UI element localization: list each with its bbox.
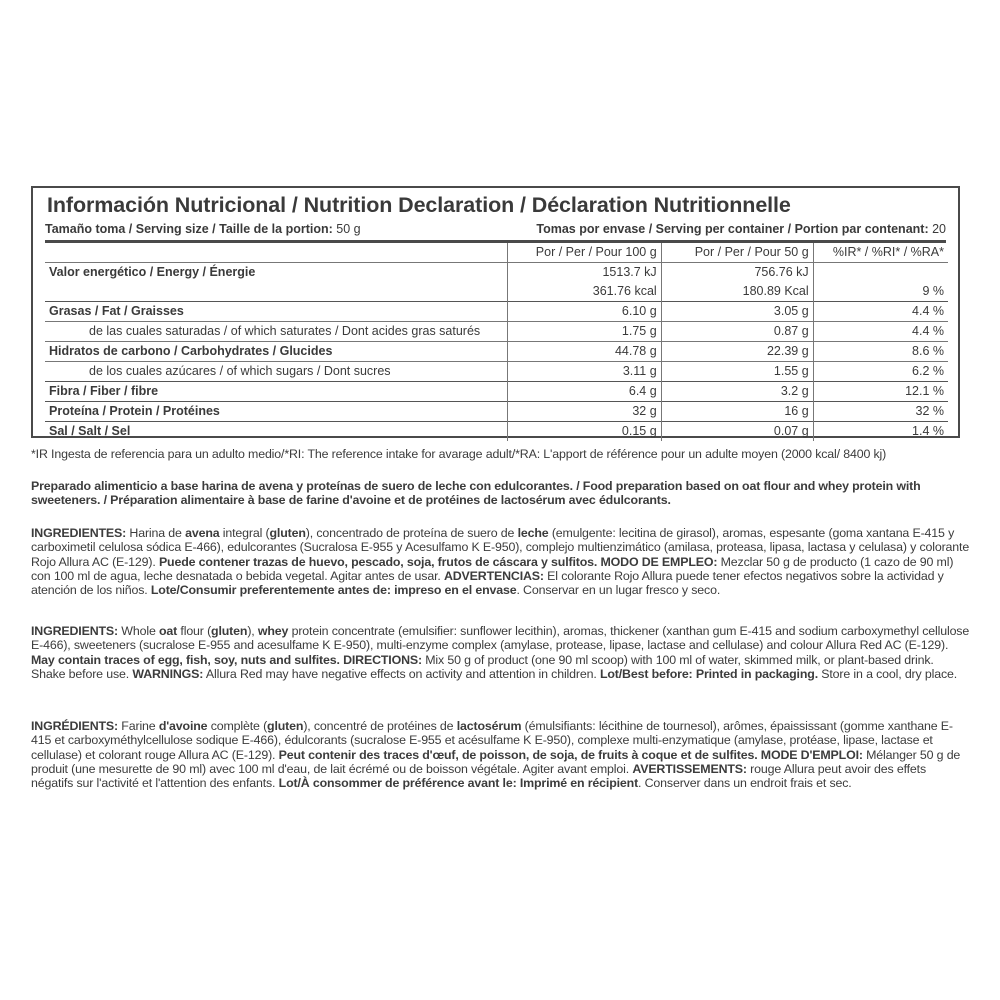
text-segment: . Conserver dans un endroit frais et sec. xyxy=(638,776,852,791)
bold-text-segment: d'avoine xyxy=(158,719,208,733)
text-segment: Farine xyxy=(118,719,159,733)
row-per50: 180.89 Kcal xyxy=(661,282,813,302)
row-label: Sal / Salt / Sel xyxy=(45,422,508,442)
row-ri xyxy=(813,263,948,283)
text-segment: ), xyxy=(247,624,258,638)
table-row xyxy=(45,282,948,302)
row-per100: 6.10 g xyxy=(508,302,661,322)
bold-text-segment: leche xyxy=(517,526,549,540)
row-label: Hidratos de carbono / Carbohydrates / Glucides xyxy=(45,342,508,362)
row-ri: 12.1 % xyxy=(813,382,948,402)
row-per100: 1.75 g xyxy=(508,322,661,342)
table-row xyxy=(45,402,948,422)
row-ri: 4.4 % xyxy=(813,302,948,322)
serving-size xyxy=(45,222,361,236)
bold-text-segment: Lote/Consumir preferentemente antes de: impreso en el envase xyxy=(150,583,517,598)
row-per50: 0.87 g xyxy=(661,322,813,342)
text-segment: Mélanger 50 g de produit (une mesurette de 90 ml) avec 100 ml d'eau, de lait écrémé ou de boisson végétale. Agiter avant emploi. xyxy=(31,747,961,776)
row-ri: 6.2 % xyxy=(813,362,948,382)
row-label: Proteína / Protein / Protéines xyxy=(45,402,508,422)
bold-text-segment: WARNINGS: xyxy=(132,666,204,681)
bold-text-segment: AVERTISSEMENTS: xyxy=(632,761,747,776)
bold-text-segment: avena xyxy=(185,526,220,540)
table-row xyxy=(45,302,948,322)
text-segment: Harina de xyxy=(126,526,186,540)
serving-size-value: 50 g xyxy=(332,222,361,236)
row-per50: 756.76 kJ xyxy=(661,263,813,283)
row-per100: 32 g xyxy=(508,402,661,422)
row-per100: 361.76 kcal xyxy=(508,282,661,302)
text-segment: Allura Red may have negative effects on activity and attention in children. xyxy=(203,666,600,681)
table-row xyxy=(45,342,948,362)
text-segment: rouge Allura peut avoir des effets négatifs sur l'activité et l'attention des enfants. xyxy=(31,761,927,791)
table-row xyxy=(45,322,948,342)
text-segment: El colorante Rojo Allura puede tener efectos negativos sobre la actividad y atención de los niños. xyxy=(31,568,944,598)
column-header-ri: %IR* / %RI* / %RA* xyxy=(813,243,948,263)
row-ri: 4.4 % xyxy=(813,322,948,342)
header-blank xyxy=(45,243,508,263)
row-per100: 3.11 g xyxy=(508,362,661,382)
text-segment: (emulgente: lecitina de girasol), aromas, espesante (goma xantana E-415 y carboximetil celulosa sódica E-466), edulcorantes (Sucralosa E-955 y Acesulfamo K E-950), complejo multienzimático (amilasa, proteasa, lipasa, lactasa y celulasa) y colorante Rojo Allura AC (E-129). xyxy=(31,526,970,569)
bold-text-segment: Peut contenir des traces d'œuf, de poisson, de soja, de fruits à coque et de sulfites. MODE D'EMPLOI: xyxy=(278,747,863,762)
text-segment: . Conservar en un lugar fresco y seco. xyxy=(516,583,721,598)
text-segment: ), concentrado de proteína de suero de xyxy=(305,526,518,540)
bold-text-segment: gluten xyxy=(211,624,248,638)
row-per100: 44.78 g xyxy=(508,342,661,362)
text-segment: Mix 50 g of product (one 90 ml scoop) with 100 ml of water, skimmed milk, or plant-based drink. Shake before use. xyxy=(31,652,934,681)
ingredients-english xyxy=(31,624,971,681)
ingredients-spanish xyxy=(31,526,971,597)
row-per50: 3.2 g xyxy=(661,382,813,402)
ingredients-french xyxy=(31,719,971,790)
table-row xyxy=(45,263,948,283)
text-segment: Whole xyxy=(118,624,159,638)
row-per100: 6.4 g xyxy=(508,382,661,402)
label-title: Información Nutricional / Nutrition Declaration / Déclaration Nutritionnelle xyxy=(47,193,791,217)
row-ri: 1.4 % xyxy=(813,422,948,442)
bold-text-segment: lactosérum xyxy=(456,719,522,733)
bold-text-segment: INGREDIENTS: xyxy=(31,624,119,638)
bold-text-segment: May contain traces of egg, fish, soy, nuts and sulfites. DIRECTIONS: xyxy=(31,652,422,667)
text-segment: protein concentrate (emulsifier: sunflower lecithin), aromas, thickener (xanthan gum E-415 and sodium carboxymethyl cellulose E-466), sweeteners (sucralose E-955 and acesulfame K E-950), multi-enzyme complex (amylase, protease, lipase, lactase and cellulase) and colour Allura Red AC (E-129). xyxy=(31,624,970,653)
bold-text-segment: oat xyxy=(158,624,178,638)
text-segment: flour ( xyxy=(177,624,212,638)
row-per100: 0.15 g xyxy=(508,422,661,442)
row-label xyxy=(45,282,508,302)
product-description: Preparado alimenticio a base harina de avena y proteínas de suero de leche con edulcorantes. / Food preparation based on oat flour and whey protein with sweeteners. / Préparation alimentaire à base de farine d'avoine et de protéines de lactosérum avec édulcorants. xyxy=(31,479,921,508)
row-per50: 0.07 g xyxy=(661,422,813,442)
row-label: Grasas / Fat / Graisses xyxy=(45,302,508,322)
serving-size-label: Tamaño toma / Serving size / Taille de la portion: xyxy=(45,222,333,236)
nutrition-table xyxy=(45,243,948,441)
serving-info xyxy=(45,222,946,239)
row-ri: 32 % xyxy=(813,402,948,422)
servings-per-label: Tomas por envase / Serving per container / Portion par contenant: xyxy=(536,222,929,236)
row-label: de las cuales saturadas / of which saturates / Dont acides gras saturés xyxy=(45,322,508,342)
bold-text-segment: whey xyxy=(257,624,289,638)
row-ri: 9 % xyxy=(813,282,948,302)
row-label: Fibra / Fiber / fibre xyxy=(45,382,508,402)
servings-per-container xyxy=(536,222,946,236)
nutrition-label xyxy=(31,186,960,438)
column-header-per50: Por / Per / Pour 50 g xyxy=(661,243,813,263)
row-label: Valor energético / Energy / Énergie xyxy=(45,263,508,283)
row-per100: 1513.7 kJ xyxy=(508,263,661,283)
bold-text-segment: gluten xyxy=(267,719,304,733)
table-row xyxy=(45,362,948,382)
table-row xyxy=(45,382,948,402)
row-per50: 22.39 g xyxy=(661,342,813,362)
reference-intake-footnote: *IR Ingesta de referencia para un adulto medio/*RI: The reference intake for avarage adult/*RA: L'apport de référence pour un adulte moyen (2000 kcal/ 8400 kj) xyxy=(31,447,887,461)
row-per50: 3.05 g xyxy=(661,302,813,322)
text-segment: integral ( xyxy=(219,526,270,540)
table-header-row xyxy=(45,243,948,263)
row-per50: 1.55 g xyxy=(661,362,813,382)
row-label: de los cuales azúcares / of which sugars / Dont sucres xyxy=(45,362,508,382)
servings-per-value: 20 xyxy=(928,222,946,236)
text-segment: Store in a cool, dry place. xyxy=(817,666,958,681)
bold-text-segment: gluten xyxy=(269,526,306,540)
bold-text-segment: ADVERTENCIAS: xyxy=(443,568,544,583)
bold-text-segment: INGREDIENTES: xyxy=(31,526,127,540)
row-per50: 16 g xyxy=(661,402,813,422)
bold-text-segment: INGRÉDIENTS: xyxy=(31,719,119,733)
bold-text-segment: Lot/À consommer de préférence avant le: Imprimé en récipient xyxy=(278,776,639,791)
text-segment: Mezclar 50 g de producto (1 cazo de 90 ml) con 100 ml de agua, leche desnatada o bebida vegetal. Agitar antes de usar. xyxy=(31,554,954,583)
table-row xyxy=(45,422,948,442)
text-segment: (émulsifiants: lécithine de tournesol), arômes, épaississant (gomme xanthane E-415 et carboxyméthylcellulose sodique E-466), édulcorants (sucralose E-955 et acésulfame K E-950), complexe multi-enzymatique (amylase, protéase, lipase, lactase et cellulase) et colorant rouge Allura AC (E-129). xyxy=(31,719,953,762)
text-segment: complète ( xyxy=(207,719,268,733)
row-ri: 8.6 % xyxy=(813,342,948,362)
text-segment: ), concentré de protéines de xyxy=(303,719,457,733)
bold-text-segment: Puede contener trazas de huevo, pescado, soja, frutos de cáscara y sulfitos. MODO DE EMPLEO: xyxy=(158,554,718,569)
column-header-per100: Por / Per / Pour 100 g xyxy=(508,243,661,263)
bold-text-segment: Lot/Best before: Printed in packaging. xyxy=(599,666,818,681)
